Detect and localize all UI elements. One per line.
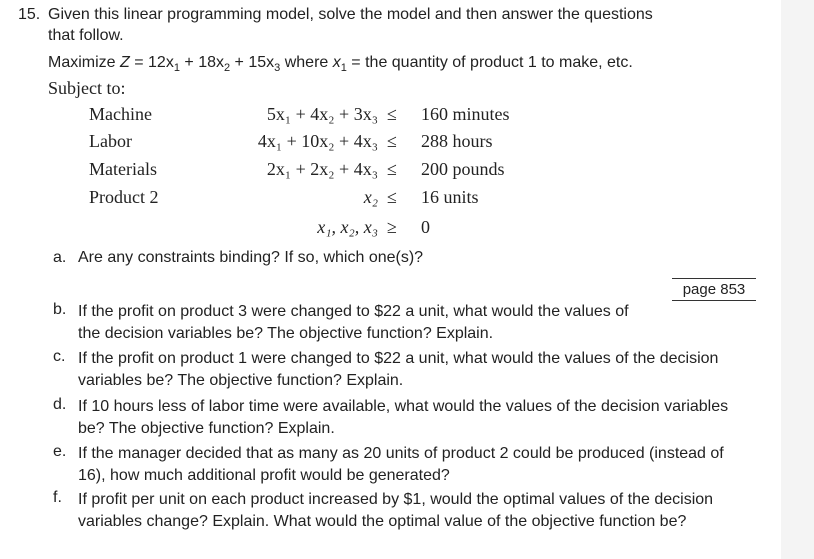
constraint-relation: ≥ xyxy=(387,217,397,237)
question-intro-line2: that follow. xyxy=(48,27,124,44)
constraint-rhs: 200 pounds xyxy=(421,159,505,179)
item-text: If 10 hours less of labor time were available, what would the values of the decision variables be? The objective function? Explain. xyxy=(78,398,729,437)
item-letter: c. xyxy=(53,348,66,365)
item-text: If profit per unit on each product increased by $1, would the optimal values of the decision variables change? Explain. What would the optimal value of the objective function be? xyxy=(78,491,714,530)
objective-function: Maximize $Z = 12x_1 + 18x_2 + 15x_3$ where $x_1$ = the quantity of product 1 to make, etc. xyxy=(48,54,633,74)
constraint-rhs: 0 xyxy=(421,217,430,237)
constraint-expression: 2x₁ + 2x₂ + 4x₃ xyxy=(266,159,378,179)
question-intro-line1: Given this linear programming model, solve the model and then answer the questions xyxy=(48,6,653,23)
item-text: Are any constraints binding? If so, which one(s)? xyxy=(78,249,424,266)
constraint-relation: ≤ xyxy=(387,187,397,207)
constraint-relation: ≤ xyxy=(387,131,397,151)
item-letter: f. xyxy=(53,489,62,506)
constraint-label: Materials xyxy=(89,159,157,179)
question-number: 15. xyxy=(18,6,41,23)
constraint-rhs: 160 minutes xyxy=(421,104,510,124)
item-letter: d. xyxy=(53,396,67,413)
constraint-label: Product 2 xyxy=(89,187,159,207)
item-text: If the manager decided that as many as 20 units of product 2 could be produced (instead of 16), how much additional profit would be generated? xyxy=(78,445,724,484)
constraint-rhs: 16 units xyxy=(421,187,479,207)
constraint-expression: 4x₁ + 10x₂ + 4x₃ xyxy=(257,131,378,151)
item-letter: e. xyxy=(53,443,67,460)
subject-to-label: Subject to: xyxy=(48,78,126,98)
constraint-relation: ≤ xyxy=(387,159,397,179)
item-text: If the profit on product 1 were changed to $22 a unit, what would the values of the decision variables be? The objective function? Explain. xyxy=(78,350,719,389)
item-letter: b. xyxy=(53,301,67,318)
item-letter: a. xyxy=(53,249,67,266)
item-text: If the profit on product 3 were changed to $22 a unit, what would the values of the decision variables be? The objective function? Explain. xyxy=(78,303,629,342)
constraint-expression: x₂ xyxy=(363,187,378,207)
constraint-expression: 5x₁ + 4x₂ + 3x₃ xyxy=(266,104,378,124)
right-margin-strip xyxy=(781,0,814,559)
constraint-label: Machine xyxy=(89,104,152,124)
constraint-label: Labor xyxy=(89,131,132,151)
constraint-expression: x₁, x₂, x₃ xyxy=(317,217,378,237)
page-reference: page 853 xyxy=(672,278,756,301)
constraint-relation: ≤ xyxy=(387,104,397,124)
constraint-rhs: 288 hours xyxy=(421,131,493,151)
